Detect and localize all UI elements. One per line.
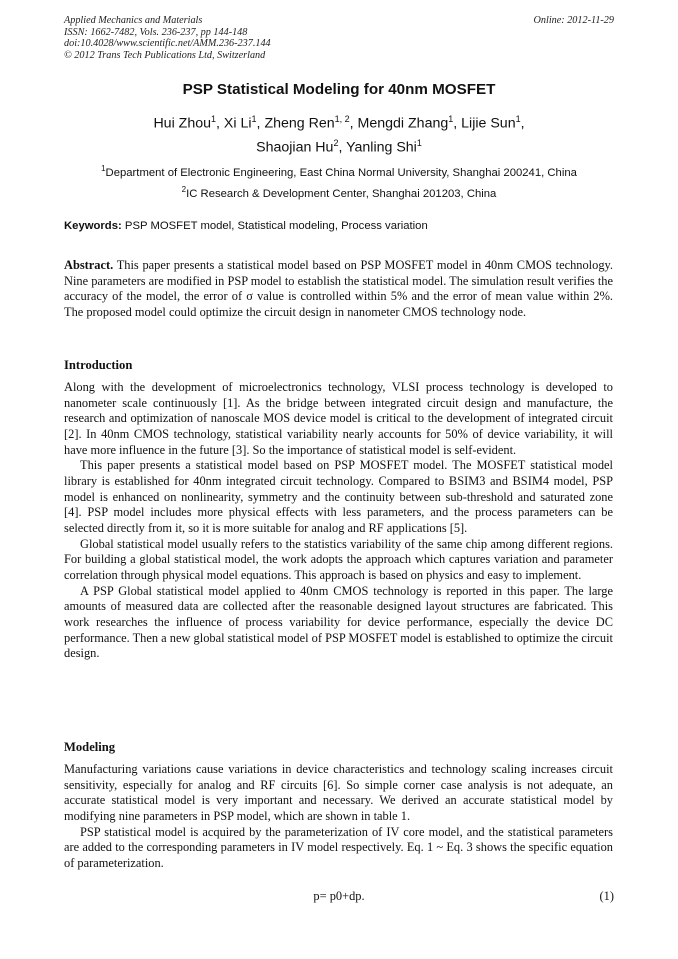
introduction-heading: Introduction [64, 358, 133, 372]
abstract [64, 258, 613, 321]
author-sup: 1 [416, 138, 422, 148]
modeling-body [64, 762, 613, 872]
paragraph: This paper presents a statistical model based on PSP MOSFET model. The MOSFET statistical model library is established for 40nm integrated circuit technology. Compared to BSIM3 and BSIM4 model, PSP model is enhanced on nonlinearity, symmetry and the continuity between sub-threshold and saturated zone [4]. PSP model includes more physical effects with less parameters, and the process parameters can be selected directly from it, so it is more suitable for analog and RF applications [5]. [64, 458, 613, 535]
author-sup: 1 [515, 114, 521, 124]
author-name: Lijie Sun [461, 115, 516, 132]
author-name: Hui Zhou [153, 115, 212, 132]
online-date: Online: 2012-11-29 [533, 15, 614, 26]
copyright-line: © 2012 Trans Tech Publications Ltd, Switzerland [64, 49, 266, 61]
paragraph: Along with the development of microelectronics technology, VLSI process technology is developed to nanometer scale continuously [1]. As the bridge between integrated circuit design and manufacture, the research and optimization of nanoscale MOS device model is critical to the development of integrated circuit [2]. In 40nm CMOS technology, statistical variability nearly accounts for 50% of device variability, it will have more influence in the future [3]. So the importance of statistical model is self-evident. [64, 380, 613, 457]
author-line-2: Shaojian Hu$^2$, Yanling Shi$^1$ [256, 138, 422, 156]
author-sup: 1 [448, 114, 454, 124]
author-name: Yanling Shi [346, 139, 417, 156]
author-name: Zheng Ren [264, 115, 335, 132]
paper-title: PSP Statistical Modeling for 40nm MOSFET [182, 81, 496, 98]
author-name: Mengdi Zhang [357, 115, 449, 132]
author-name: Shaojian Hu [256, 139, 334, 156]
author-sup: 2 [333, 138, 339, 148]
affiliation-2 [0, 185, 678, 200]
paragraph: Global statistical model usually refers to the statistics variability of the same chip among different regions. For building a global statistical model, the work adopts the approach which captures variation and parameter correlation through physical model equations. This approach is based on physics and easy to implement. [64, 536, 613, 582]
paragraph: Manufacturing variations cause variations in device characteristics and technology scaling increases circuit sensitivity, especially for analog and RF circuits [6]. So simple corner case analysis is not adequate, an accurate statistical model is very important and necessary. We derived an accurate statistical model by modifying nine parameters in PSP model, which are shown in table 1. [64, 762, 613, 823]
affiliation-sup: 1 [101, 164, 106, 173]
affiliation-text: IC Research & Development Center, Shanghai 201203, China [186, 187, 497, 200]
abstract-label: Abstract. [64, 258, 114, 272]
affiliation-text: Department of Electronic Engineering, East China Normal University, Shanghai 200241, China [105, 166, 577, 179]
author-name: Xi Li [223, 115, 252, 132]
author-sup: 1, 2 [334, 114, 350, 124]
modeling-heading: Modeling [64, 740, 116, 754]
affiliation-1 [0, 164, 678, 179]
journal-name: Applied Mechanics and Materials [64, 15, 203, 26]
abstract-text: This paper presents a statistical model based on PSP MOSFET model in 40nm CMOS technology. Nine parameters are modified in PSP model to establish the statistical model. The simulation result verifies the accuracy of the model, the error of σ value is controlled within 5% and the error of mean value within 2%. The proposed model could optimize the circuit design in nanometer CMOS technology node. [64, 258, 613, 319]
author-sup: 1 [251, 114, 257, 124]
paragraph: A PSP Global statistical model applied to 40nm CMOS technology is reported in this paper. The large amounts of measured data are collected after the reasonable designed layout structures are fabricated. This work researches the influence of process variability for device performance, especially the device DC performance. Then a new global statistical model of PSP MOSFET model is established to optimize the circuit design. [64, 583, 613, 661]
introduction-body [64, 380, 613, 662]
affiliation-sup: 2 [181, 185, 187, 194]
keywords-text: PSP MOSFET model, Statistical modeling, Process variation [124, 220, 428, 232]
issn-line: ISSN: 1662-7482, Vols. 236-237, pp 144-148 [64, 26, 248, 38]
paragraph: PSP statistical model is acquired by the parameterization of IV core model, and the statistical parameters are added to the corresponding parameters in IV model respectively. Eq. 1 ~ Eq. 3 shows the specific equation of parameterization. [64, 824, 613, 870]
keywords [64, 220, 428, 232]
journal-meta [64, 15, 271, 61]
equation: p= p0+dp. [313, 889, 365, 903]
author-sup: 1 [211, 114, 217, 124]
doi-line: doi:10.4028/www.scientific.net/AMM.236-237.144 [64, 38, 271, 50]
equation-number: (1) [599, 889, 614, 903]
keywords-label: Keywords: [64, 220, 122, 232]
author-line-1: Hui Zhou$^1$, Xi Li$^1$, Zheng Ren$^{1, 2}$, Mengdi Zhang$^1$, Lijie Sun$^1$, [153, 114, 525, 132]
